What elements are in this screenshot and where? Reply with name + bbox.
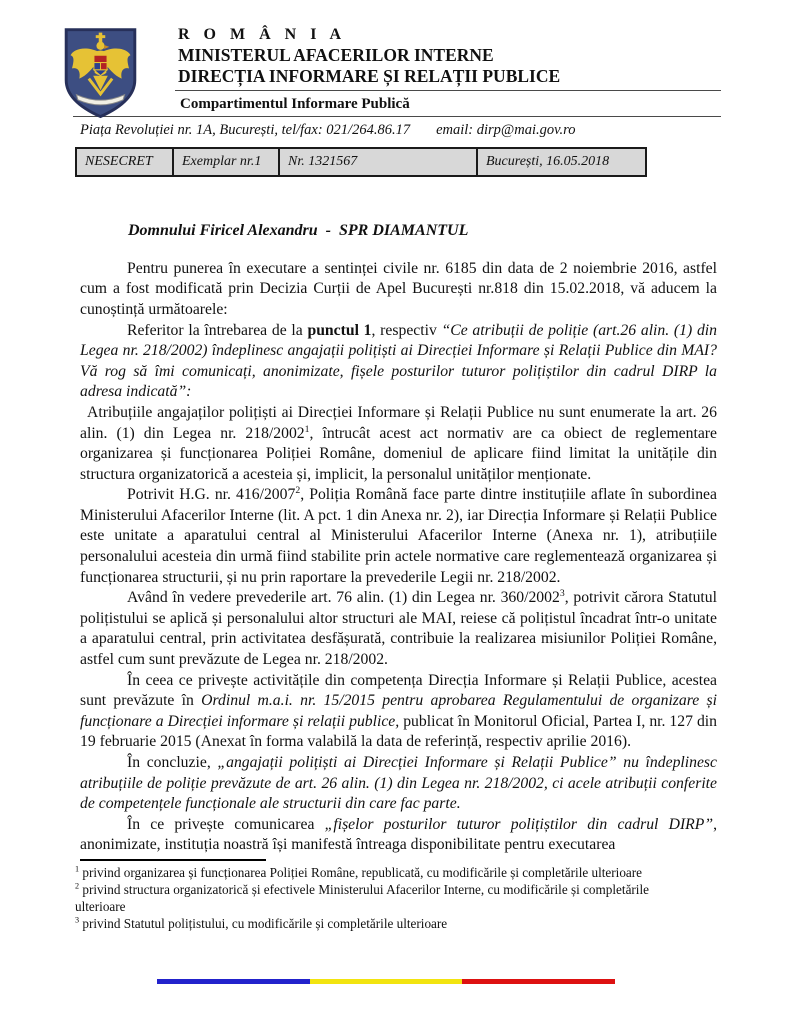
footnote-marker: 1 <box>75 864 80 874</box>
paragraph: Potrivit H.G. nr. 416/2007$^2$, Poliția Română face parte dintre instituțiile aflate în subordinea Ministerului Afacerilor Interne (lit. A pct. 1 din Anexa nr. 2), iar Direcția Informare și Relații Publice este unitate a aparatului central al Ministerului Afacerilor Interne (Anexa nr. 1), atribuțiile personalului acesteia din urmă fiind stabilite prin actele normative care reglementează organizarea și funcționarea structurii, și nu prin raportare la prevederile Legii nr. 218/2002. <box>80 485 717 586</box>
paragraph: Având în vedere prevederile art. 76 alin. (1) din Legea nr. 360/2002$^3$, potrivit cărora Statutul polițistului se aplică și personalului altor structuri ale MAI, reiese că polițistul încadrat într-o unitate a aparatului central, prin activitatea desfășurată, contribuie la realizarea misiunilor Poliției Române, astfel cum sunt prevăzute de Legea nr. 218/2002. <box>80 588 717 669</box>
exemplar-cell: Exemplar nr.1 <box>173 148 279 176</box>
romania-flag-bar <box>157 979 615 984</box>
footnote: $^3$ privind Statutul polițistului, cu modificările și completările ulterioare <box>75 915 448 931</box>
footnote-marker: 3 <box>75 915 80 925</box>
header-country: R O M Â N I A <box>178 26 347 43</box>
header-contact-line <box>80 122 721 139</box>
paragraph: Atribuțiile angajaților polițiști ai Direcției Informare și Relații Publice nu sunt enumerate la art. 26 alin. (1) din Legea nr. 218/2002$^1$, întrucât acest act normativ are ca obiect de reglementare organizarea și funcționarea Poliției Române, domeniul de aplicare fiind limitat la unitățile din structura organizatorică a acesteia și, implicit, la personalul unităților menționate. <box>80 403 717 483</box>
header-divider-top <box>175 90 721 91</box>
header-directorate: DIRECȚIA INFORMARE ȘI RELAȚII PUBLICE <box>178 65 561 86</box>
flag-yellow-stripe <box>310 979 463 984</box>
paragraph: În ce privește comunicarea „fișelor posturilor tuturor polițiștilor din cadrul DIRP”, anonimizate, instituția noastră își manifestă întreaga disponibilitate pentru executarea <box>80 815 717 854</box>
body-paragraphs <box>80 259 717 856</box>
paragraph: Pentru punerea în executare a sentinței civile nr. 6185 din data de 2 noiembrie 2016, astfel cum a fost modificată prin Decizia Curții de Apel București nr.818 din 15.02.2018, vă aducem la cunoștință următoarele: <box>80 259 717 318</box>
footnote: $^2$ privind structura organizatorică și efectivele Ministerului Afacerilor Interne, cu modificările și completările ulterioare <box>75 881 649 914</box>
registration-number-cell: Nr. 1321567 <box>279 148 477 176</box>
footnote: $^1$ privind organizarea și funcționarea Poliției Române, republicată, cu modificările și completările ulterioare <box>75 864 643 880</box>
addressee-line: Domnului Firicel Alexandru - SPR DIAMANTUL <box>128 222 469 240</box>
letter-body <box>75 221 718 932</box>
header-divider-bottom <box>73 116 721 117</box>
footnotes-list <box>75 864 657 932</box>
meta-table <box>75 147 647 177</box>
contact-email: email: dirp@mai.gov.ro <box>436 122 576 139</box>
classification-cell: NESECRET <box>76 148 173 176</box>
contact-address: Piața Revoluției nr. 1A, București, tel/fax: 021/264.86.17 <box>80 122 411 139</box>
place-date-cell: București, 16.05.2018 <box>477 148 646 176</box>
header-department: Compartimentul Informare Publică <box>180 96 410 113</box>
flag-blue-stripe <box>157 979 310 984</box>
paragraph: Referitor la întrebarea de la punctul 1, respectiv “Ce atribuții de poliție (art.26 alin. (1) din Legea nr. 218/2002) îndeplinesc angajații polițiști ai Direcției Informare și Relații Publice din MAI? Vă rog să îmi comunicați, anonimizate, fișele posturilor tuturor polițiștilor din cadrul DIRP la adresa indicată”: <box>80 321 717 401</box>
footnote-marker: 2 <box>75 881 80 891</box>
paragraph: În concluzie, „angajații polițiști ai Direcției Informare și Relații Publice” nu îndeplinesc atribuțiile de poliție prevăzute de art. 26 alin. (1) din Legea nr. 218/2002, ci acele atribuții conferite de competențele funcționale ale structurii din care fac parte. <box>80 754 718 813</box>
paragraph: În ceea ce privește activitățile din competența Direcția Informare și Relații Publice, acestea sunt prevăzute în Ordinul m.a.i. nr. 15/2015 pentru aprobarea Regulamentului de organizare și funcționare a Direcției informare și relații publice, publicat în Monitorul Oficial, Partea I, nr. 127 din 19 februarie 2015 (Anexat în forma valabilă la data de referință, respectiv aprilie 2016). <box>80 671 717 751</box>
header-ministry: MINISTERUL AFACERILOR INTERNE <box>178 44 494 65</box>
footnote-separator <box>80 859 266 861</box>
meta-table-row <box>76 148 646 176</box>
romania-coat-of-arms-icon <box>64 27 137 120</box>
flag-red-stripe <box>462 979 615 984</box>
